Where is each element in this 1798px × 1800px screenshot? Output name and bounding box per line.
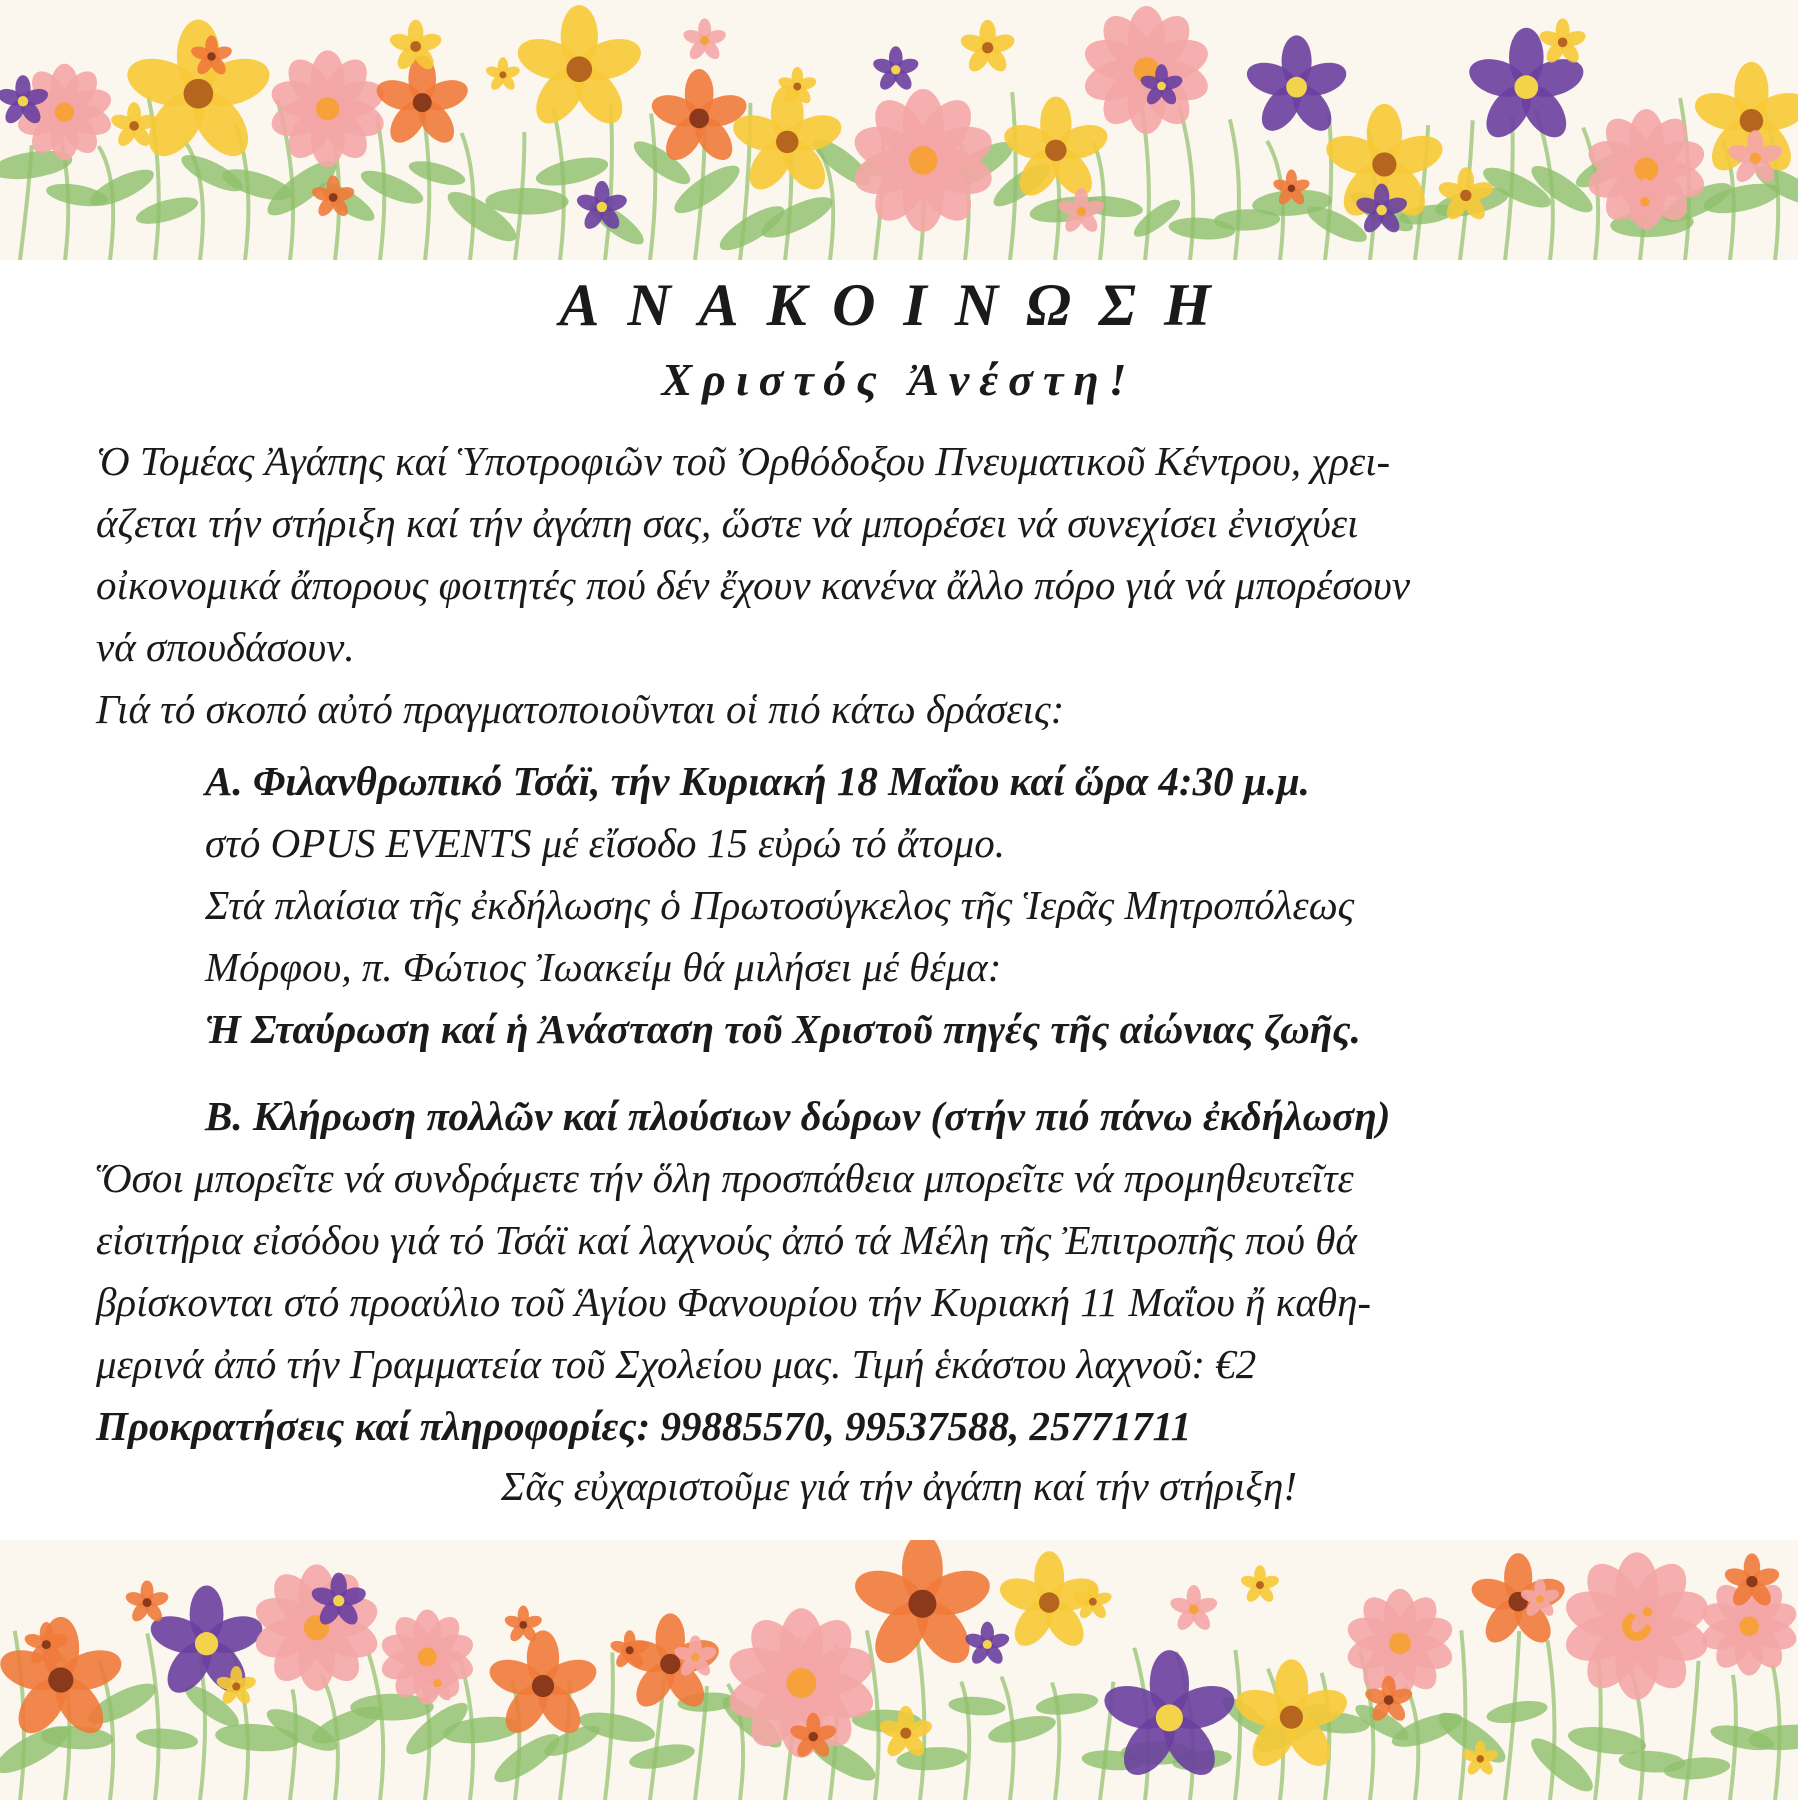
leaf-decoration bbox=[986, 1711, 1059, 1748]
section-a-line: στό OPUS EVENTS μέ εἴσοδο 15 εὐρώ τό ἄτομο. bbox=[205, 820, 1005, 866]
flower-decoration bbox=[1056, 188, 1106, 235]
leaf-decoration bbox=[627, 1740, 696, 1773]
floral-border-bottom bbox=[0, 1540, 1798, 1800]
section-a-heading: Α. Φιλανθρωπικό Τσάϊ, τήν Κυριακή 18 Μαΐου καί ὥρα 4:30 μ.μ. bbox=[205, 758, 1310, 804]
section-a bbox=[205, 750, 1705, 1060]
flower-decoration bbox=[1168, 1585, 1219, 1633]
leaf-decoration bbox=[135, 1726, 199, 1752]
flower-decoration bbox=[267, 50, 389, 167]
leaf-decoration bbox=[896, 1745, 968, 1772]
flower-decoration bbox=[1239, 1565, 1280, 1604]
flower-decoration bbox=[512, 5, 646, 132]
leaf-decoration bbox=[133, 192, 201, 229]
leaf-decoration bbox=[1035, 1690, 1100, 1718]
section-b-paragraph bbox=[96, 1147, 1696, 1457]
announcement-title: ΑΝΑΚΟΙΝΩΣΗ bbox=[559, 272, 1239, 338]
leaf-decoration bbox=[406, 156, 467, 190]
section-b-line: Ὅσοι μπορεῖτε νά συνδράμετε τήν ὅλη προσπάθεια μπορεῖτε νά προμηθευτεῖτε bbox=[96, 1155, 1354, 1201]
leaf-decoration bbox=[86, 163, 159, 213]
flower-decoration bbox=[373, 55, 472, 149]
floral-border-top-illustration bbox=[0, 0, 1798, 260]
stem-decoration bbox=[369, 1653, 384, 1800]
intro-line: νά σπουδάσουν. bbox=[96, 624, 355, 670]
section-a-line: Μόρφου, π. Φώτιος Ἰωακείμ θά μιλήσει μέ θέμα: bbox=[205, 944, 1002, 990]
floral-border-top bbox=[0, 0, 1798, 260]
flower-decoration bbox=[958, 20, 1016, 76]
stem-decoration bbox=[147, 1633, 158, 1800]
leaf-decoration bbox=[1485, 1697, 1549, 1727]
intro-paragraph bbox=[96, 430, 1696, 740]
section-b-line: μερινά ἀπό τήν Γραμματεία τοῦ Σχολείου μας. Τιμή ἑκάστου λαχνοῦ: €2 bbox=[96, 1341, 1257, 1387]
section-b-line: βρίσκονται στό προαύλιο τοῦ Ἁγίου Φανουρίου τήν Κυριακή 11 Μαΐου ἤ καθη- bbox=[96, 1279, 1372, 1325]
intro-line: Ὁ Τομέας Ἀγάπης καί Ὑποτροφιῶν τοῦ Ὀρθόδοξου Πνευματικοῦ Κέντρου, χρει- bbox=[96, 438, 1391, 484]
stem-decoration bbox=[1235, 1650, 1240, 1800]
flower-decoration bbox=[871, 46, 920, 93]
stem-decoration bbox=[605, 103, 612, 260]
stem-decoration bbox=[1325, 115, 1331, 260]
stem-decoration bbox=[1548, 1640, 1555, 1800]
stem-decoration bbox=[1460, 1630, 1465, 1800]
flower-decoration bbox=[1080, 6, 1213, 134]
section-a-topic: Ἡ Σταύρωση καί ἡ Ἀνάσταση τοῦ Χριστοῦ πηγές τῆς αἰώνιας ζωῆς. bbox=[205, 1006, 1361, 1052]
closing-thanks: Σᾶς εὐχαριστοῦμε γιά τήν ἀγάπη καί τήν στήριξη! bbox=[501, 1463, 1297, 1509]
leaf-decoration bbox=[485, 188, 568, 215]
flower-decoration bbox=[485, 57, 522, 92]
stem-decoration bbox=[650, 113, 655, 260]
flower-decoration bbox=[1231, 1659, 1352, 1774]
flower-decoration bbox=[963, 1622, 1011, 1667]
section-b-heading: Β. Κλήρωση πολλῶν καί πλούσιων δώρων (στήν πιό πάνω ἐκδήλωση) bbox=[205, 1093, 1391, 1139]
stem-decoration bbox=[1010, 92, 1016, 260]
intro-line: οἰκονομικά ἄπορους φοιτητές πού δέν ἔχουν κανένα ἄλλο πόρο γιά νά μπορέσουν bbox=[96, 562, 1411, 608]
stem-decoration bbox=[1230, 119, 1239, 260]
announcement-subtitle: Χριστός Ἀνέστη! bbox=[661, 354, 1137, 405]
flower-decoration bbox=[1343, 1589, 1456, 1698]
section-b-line: εἰσιτήρια εἰσόδου γιά τό Τσάϊ καί λαχνούς ἀπό τά Μέλη τῆς Ἐπιτροπῆς πού θά bbox=[96, 1217, 1357, 1263]
announcement-content bbox=[0, 255, 1798, 1535]
leaf-decoration bbox=[1129, 194, 1185, 243]
flower-decoration bbox=[1538, 18, 1588, 65]
flower-decoration bbox=[682, 18, 728, 62]
intro-line: Γιά τό σκοπό αὐτό πραγματοποιοῦνται οἱ πιό κάτω δράσεις: bbox=[96, 686, 1065, 732]
flower-decoration bbox=[251, 1564, 383, 1691]
flower-decoration bbox=[849, 89, 998, 232]
contact-line: Προκρατήσεις καί πληροφορίες: 99885570, 99537588, 25771711 bbox=[96, 1403, 1192, 1449]
intro-line: άζεται τήν στήριξη καί τήν ἀγάπη σας, ὥστε νά μπορέσει νά συνεχίσει ἐνισχύει bbox=[96, 500, 1359, 546]
section-a-line: Στά πλαίσια τῆς ἐκδήλωσης ὁ Πρωτοσύγκελος τῆς Ἱερᾶς Μητροπόλεως bbox=[205, 882, 1355, 928]
section-b-heading-block bbox=[205, 1085, 1705, 1147]
leaf-decoration bbox=[948, 1695, 1006, 1717]
floral-border-bottom-illustration bbox=[0, 1540, 1798, 1800]
flower-decoration bbox=[1243, 35, 1351, 138]
